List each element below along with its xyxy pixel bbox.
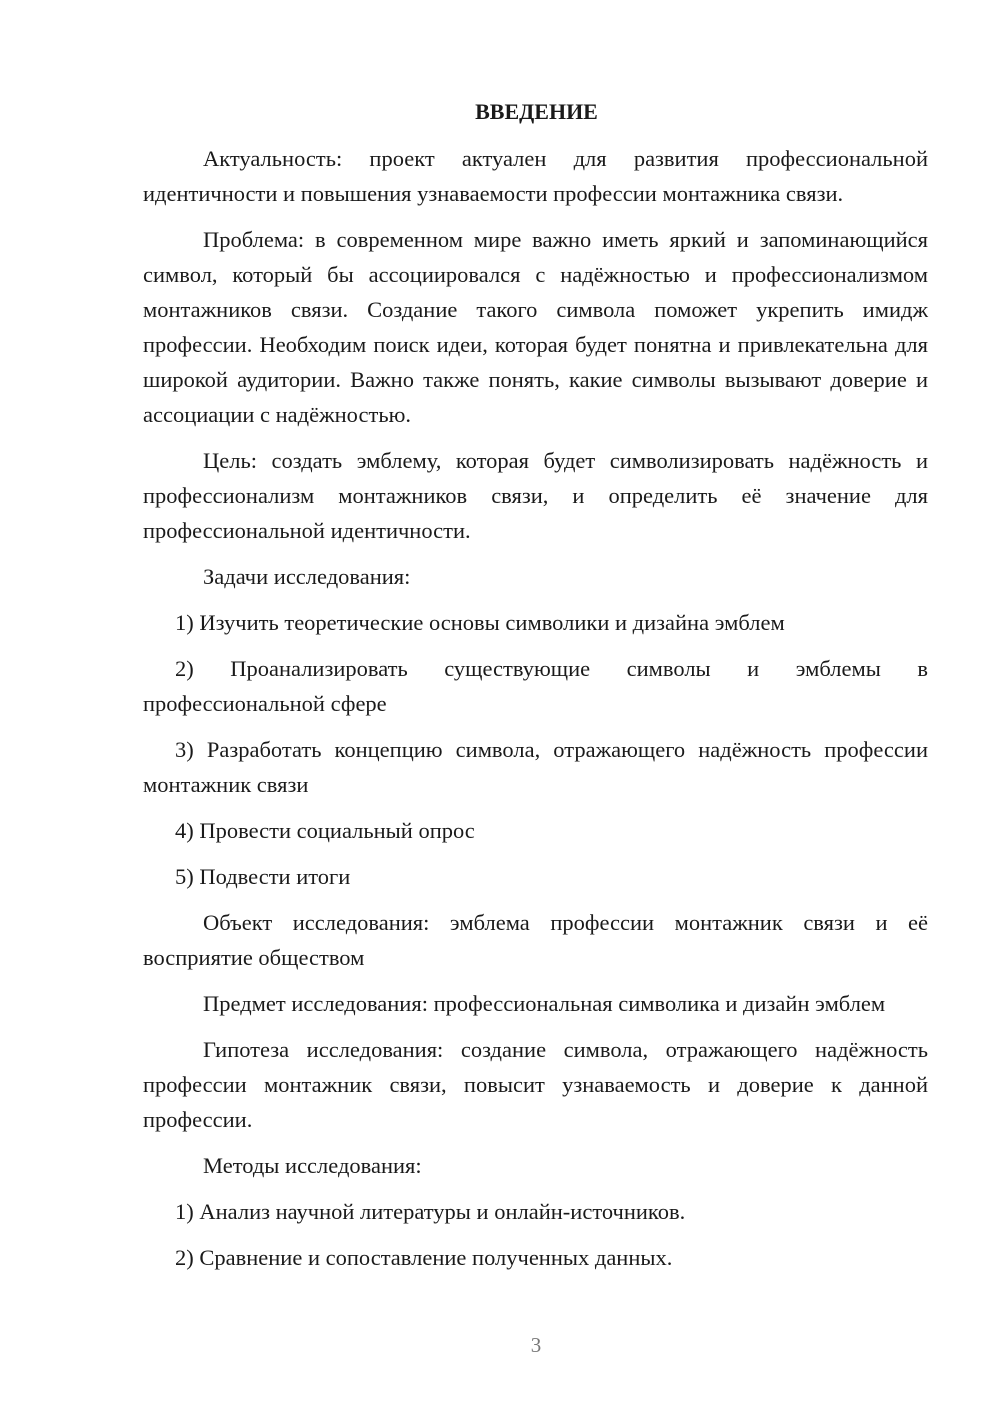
list-item: 1) Анализ научной литературы и онлайн-источников.	[175, 1199, 686, 1224]
paragraph-goal: Цель: создать эмблему, которая будет символизировать надёжность и профессионализм монтажников связи, и определить её значение для профессиональной идентичности.	[143, 448, 928, 543]
list-item: 2) Проанализировать существующие символы и эмблемы в профессиональной сфере	[143, 656, 928, 716]
paragraph-relevance: Актуальность: проект актуален для развития профессиональной идентичности и повышения узнаваемости профессии монтажника связи.	[143, 146, 928, 206]
paragraph-problem: Проблема: в современном мире важно иметь яркий и запоминающийся символ, который бы ассоциировался с надёжностью и профессионализмом монтажников связи. Создание такого символа поможет укрепить имидж профессии. Необходим поиск идеи, которая будет понятна и привлекательна для широкой аудитории. Важно также понять, какие символы вызывают доверие и ассоциации с надёжностью.	[143, 227, 928, 427]
list-item: 1) Изучить теоретические основы символики и дизайна эмблем	[175, 610, 785, 635]
page-number: 3	[530, 1333, 542, 1357]
paragraph-hypothesis: Гипотеза исследования: создание символа, отражающего надёжность профессии монтажник связи, повысит узнаваемость и доверие к данной профессии.	[143, 1037, 928, 1132]
page-content	[143, 94, 928, 1286]
page-title: ВВЕДЕНИЕ	[475, 99, 598, 124]
paragraph-object: Объект исследования: эмблема профессии монтажник связи и её восприятие обществом	[143, 910, 928, 970]
paragraph-methods-heading: Методы исследования:	[203, 1153, 422, 1178]
list-item: 5) Подвести итоги	[175, 864, 351, 889]
paragraph-tasks-heading: Задачи исследования:	[203, 564, 411, 589]
list-item: 2) Сравнение и сопоставление полученных данных.	[175, 1245, 673, 1270]
list-item: 4) Провести социальный опрос	[175, 818, 475, 843]
paragraph-subject: Предмет исследования: профессиональная символика и дизайн эмблем	[203, 991, 886, 1016]
list-item: 3) Разработать концепцию символа, отражающего надёжность профессии монтажник связи	[143, 737, 928, 797]
